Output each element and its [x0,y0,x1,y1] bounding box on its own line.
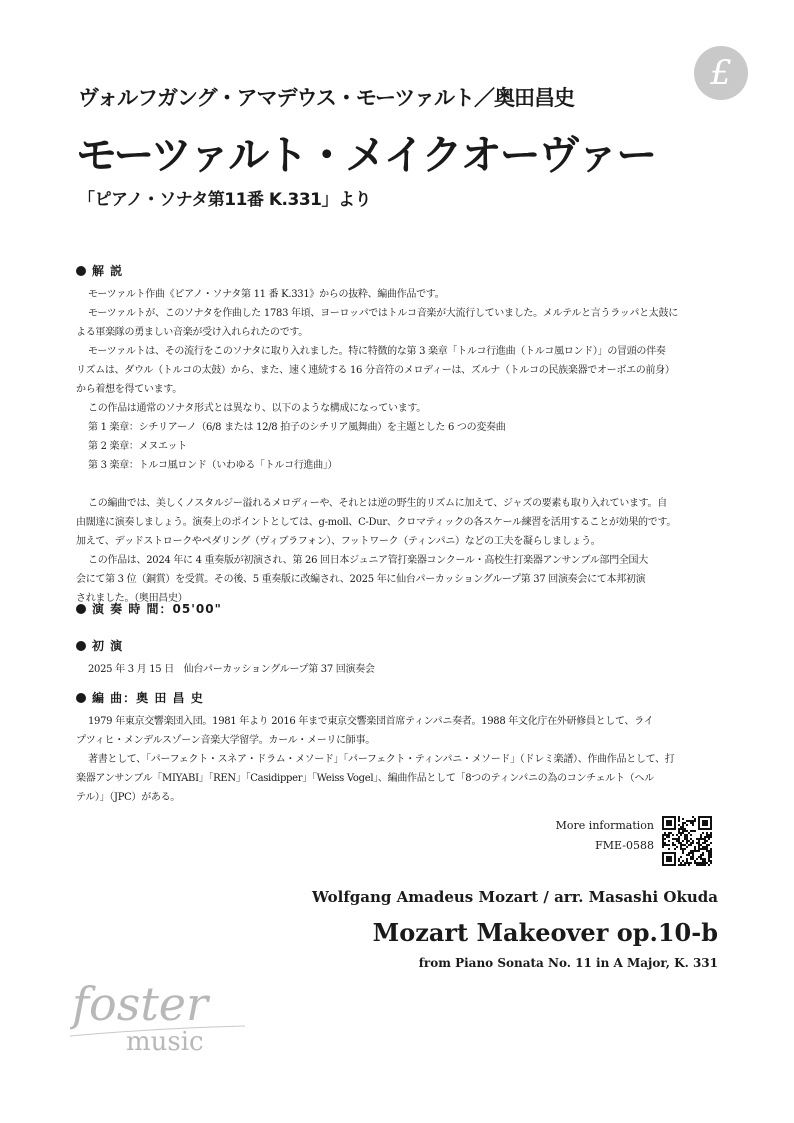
qr-code-icon[interactable] [662,816,712,866]
arranger-heading [76,689,204,706]
commentary-line: モーツァルトが、このソナタを作曲した 1783 年頃、ヨーロッパではトルコ音楽が大流行していました。メルテルと言うラッパと太鼓に [88,308,678,319]
commentary-heading-label: 解 説 [92,264,124,278]
arranger-heading-label: 編 曲：奥 田 昌 史 [92,691,204,705]
commentary-line: 第 1 楽章：シチリアーノ（6/8 または 12/8 拍子のシチリア風舞曲）を主題とした 6 つの変奏曲 [88,422,506,433]
arranger-line: テル）」（JPC）がある。 [76,792,180,803]
bullet-icon [76,266,86,276]
commentary-line: この編曲では、美しくノスタルジー溢れるメロディーや、それとは逆の野生的リズムに加えて、ジャズの要素も取り入れています。自 [88,498,667,509]
commentary-body [76,285,720,608]
commentary-line: 第 2 楽章：メヌエット [88,441,187,452]
page-subtitle: 「ピアノ・ソナタ第11番 K.331」より [78,190,371,210]
commentary-line: 第 3 楽章：トルコ風ロンド（いわゆる「トルコ行進曲」） [88,460,338,471]
commentary-line: この作品は、2024 年に 4 重奏版が初演され、第 26 回日本ジュニア管打楽器コンクール・高校生打楽器アンサンブル部門全国大 [88,555,648,566]
premiere-heading [76,637,123,654]
commentary-line: されました。（奥田昌史） [76,593,188,604]
commentary-line: よる軍楽隊の勇ましい音楽が受け入れられたのです。 [76,327,308,338]
premiere-body [76,660,720,679]
catalog-code: FME-0588 [595,839,654,852]
commentary-line: モーツァルト作曲《ピアノ・ソナタ第 11 番 K.331》からの抜粋、編曲作品です。 [88,289,445,300]
title-en: Mozart Makeover op.10-b [372,918,718,947]
more-information [556,816,654,856]
arranger-body [76,712,720,807]
commentary-line [76,475,720,494]
premiere-heading-label: 初 演 [92,639,124,653]
commentary-line: 会にて第 3 位（銅賞）を受賞。その後、5 重奏版に改編され、2025 年に仙台パーカッショングループ第 37 回演奏会にて本邦初演 [76,574,646,585]
commentary-line: 加えて、デッドストロークやペダリング（ヴィブラフォン）、フットワーク（ティンパニ）などの工夫を凝らしましょう。 [76,536,601,547]
composer-en: Wolfgang Amadeus Mozart / arr. Masashi Okuda [312,888,718,906]
brand-line1: foster [72,978,209,1031]
foster-music-logo [70,978,250,1058]
commentary-line: 由闊達に演奏しましょう。演奏上のポイントとしては、g-moll、C-Dur、クロマティックの各スケール練習を活用することが効果的です。 [76,517,677,528]
brand-line2: music [126,1027,204,1057]
arranger-line: プツィヒ・メンデルスゾーン音楽大学留学。カール・メーリに師事。 [76,735,375,746]
performance-time-label: 演 奏 時 間：05'00" [92,602,222,616]
premiere-text: 2025 年 3 月 15 日 仙台パーカッショングループ第 37 回演奏会 [88,664,375,675]
commentary-line: リズムは、ダウル（トルコの太鼓）から、また、速く連続する 16 分音符のメロディーは、ズルナ（トルコの民族楽器でオーボエの前身） [76,365,675,376]
commentary-heading [76,262,123,279]
page-title: モーツァルト・メイクオーヴァー [76,131,656,179]
bullet-icon [76,693,86,703]
arranger-line: 1979 年東京交響楽団入団。1981 年より 2016 年まで東京交響楽団首席ティンパニ奏者。1988 年文化庁在外研修員として、ライ [88,716,654,727]
commentary-line: モーツァルトは、その流行をこのソナタに取り入れました。特に特徴的な第 3 楽章「トルコ行進曲（トルコ風ロンド）」の冒頭の伴奏 [88,346,666,357]
commentary-line: から着想を得ています。 [76,384,182,395]
arranger-line: 楽器アンサンブル「MIYABI」「REN」「Casidipper」「Weiss Vogel」、編曲作品として「8つのティンパニの為のコンチェルト（ヘル [76,773,654,784]
more-information-label: More information [555,819,654,832]
bullet-icon [76,604,86,614]
performance-time-heading [76,600,222,617]
subtitle-en: from Piano Sonata No. 11 in A Major, K. 331 [418,956,718,970]
arranger-line: 著書として、「パーフェクト・スネア・ドラム・メソード」「パーフェクト・ティンパニ・メソード」（ドレミ楽譜）、作曲作品として、打 [88,754,675,765]
composer-jp: ヴォルフガング・アマデウス・モーツァルト／奥田昌史 [78,86,575,110]
commentary-line: この作品は通常のソナタ形式とは異なり、以下のような構成になっています。 [88,403,426,414]
bullet-icon [76,641,86,651]
foster-emblem-icon: £ [694,46,748,100]
